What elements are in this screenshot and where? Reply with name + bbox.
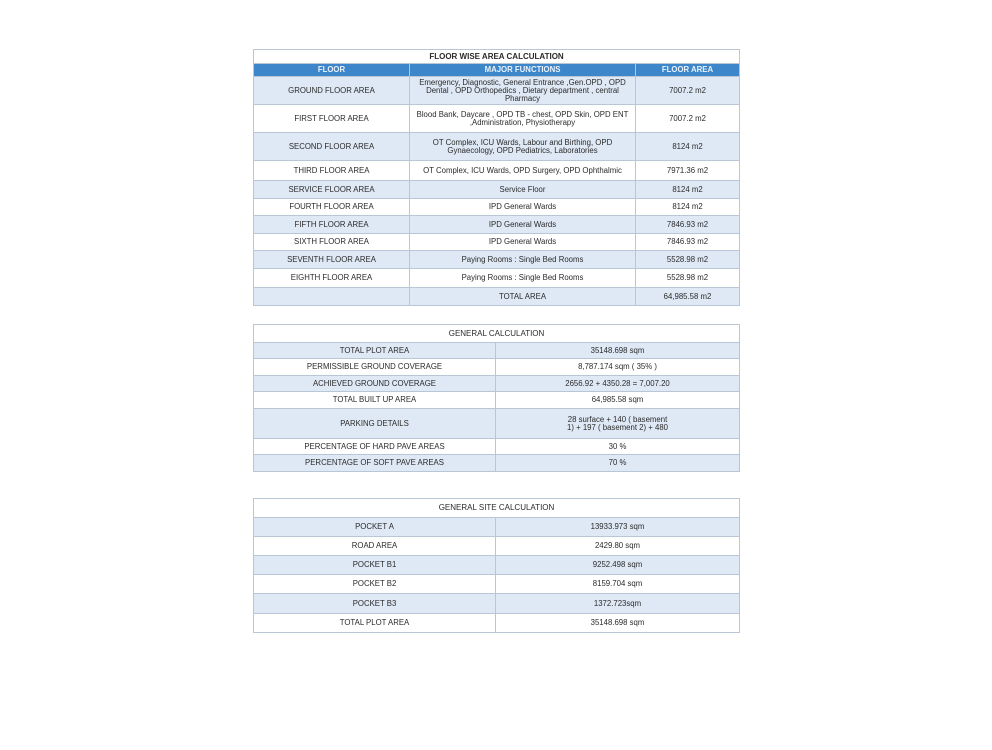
general-calculation-table [253,324,740,472]
col-header-major-functions: MAJOR FUNCTIONS [410,64,636,77]
floor-functions: Service Floor [410,181,636,199]
floor-area-table [253,49,740,306]
table-row [254,439,740,455]
floor-area-value: 8124 m2 [636,181,740,199]
row-value: 13933.973 sqm [496,518,740,537]
floor-name: EIGHTH FLOOR AREA [254,269,410,288]
row-label: PARKING DETAILS [254,409,496,439]
floor-functions: Blood Bank, Daycare , OPD TB - chest, OPD Skin, OPD ENT ,Administration, Physiotherapy [410,105,636,133]
floor-name: SIXTH FLOOR AREA [254,234,410,251]
general-site-calculation-table [253,498,740,633]
table-row [254,105,740,133]
floor-functions: Paying Rooms : Single Bed Rooms [410,251,636,269]
floor-functions: OT Complex, ICU Wards, OPD Surgery, OPD Ophthalmic [410,161,636,181]
row-label: PERCENTAGE OF HARD PAVE AREAS [254,439,496,455]
floor-area-value: 7971.36 m2 [636,161,740,181]
row-value: 30 % [496,439,740,455]
table-row [254,556,740,575]
floor-functions: OT Complex, ICU Wards, Labour and Birthing, OPD Gynaecology, OPD Pediatrics, Laboratories [410,133,636,161]
table-row [254,251,740,269]
floor-area-value: 8124 m2 [636,199,740,216]
total-row [254,288,740,306]
row-value: 8159.704 sqm [496,575,740,594]
row-label: POCKET B1 [254,556,496,575]
row-label: TOTAL PLOT AREA [254,614,496,633]
row-value: 28 surface + 140 ( basement 1) + 197 ( basement 2) + 480 [496,409,740,439]
table-row [254,234,740,251]
row-value: 2429.80 sqm [496,537,740,556]
row-label: POCKET B3 [254,594,496,614]
row-value: 70 % [496,455,740,472]
row-label: TOTAL BUILT UP AREA [254,392,496,409]
row-label: TOTAL PLOT AREA [254,343,496,359]
row-label: ACHIEVED GROUND COVERAGE [254,376,496,392]
table-row [254,199,740,216]
floor-name: SEVENTH FLOOR AREA [254,251,410,269]
row-value: 35148.698 sqm [496,614,740,633]
col-header-floor-area: FLOOR AREA [636,64,740,77]
table-row [254,269,740,288]
row-label: ROAD AREA [254,537,496,556]
floor-table-title: FLOOR WISE AREA CALCULATION [254,50,740,64]
table-row [254,161,740,181]
floor-functions: Paying Rooms : Single Bed Rooms [410,269,636,288]
table-row [254,181,740,199]
table-row [254,409,740,439]
floor-area-value: 5528.98 m2 [636,251,740,269]
table-row [254,575,740,594]
floor-name: SECOND FLOOR AREA [254,133,410,161]
table-row [254,343,740,359]
floor-name: FIFTH FLOOR AREA [254,216,410,234]
table-row [254,594,740,614]
table-row [254,614,740,633]
floor-name: SERVICE FLOOR AREA [254,181,410,199]
floor-area-value: 7846.93 m2 [636,216,740,234]
floor-functions: IPD General Wards [410,199,636,216]
table-row [254,455,740,472]
general-table-title: GENERAL CALCULATION [254,325,740,343]
row-value: 9252.498 sqm [496,556,740,575]
floor-area-value: 7007.2 m2 [636,105,740,133]
floor-name: FIRST FLOOR AREA [254,105,410,133]
row-value: 8,787.174 sqm ( 35% ) [496,359,740,376]
floor-area-value: 7846.93 m2 [636,234,740,251]
floor-functions: IPD General Wards [410,234,636,251]
table-row [254,77,740,105]
table-row [254,133,740,161]
total-area-value: 64,985.58 m2 [636,288,740,306]
floor-area-value: 8124 m2 [636,133,740,161]
total-area-label: TOTAL AREA [410,288,636,306]
row-value: 2656.92 + 4350.28 = 7,007.20 [496,376,740,392]
table-row [254,376,740,392]
row-label: PERMISSIBLE GROUND COVERAGE [254,359,496,376]
site-table-title: GENERAL SITE CALCULATION [254,499,740,518]
col-header-floor: FLOOR [254,64,410,77]
row-value: 35148.698 sqm [496,343,740,359]
floor-area-value: 5528.98 m2 [636,269,740,288]
row-label: POCKET A [254,518,496,537]
table-row [254,359,740,376]
row-label: POCKET B2 [254,575,496,594]
table-row [254,216,740,234]
row-label: PERCENTAGE OF SOFT PAVE AREAS [254,455,496,472]
table-row [254,518,740,537]
row-value: 64,985.58 sqm [496,392,740,409]
row-value: 1372.723sqm [496,594,740,614]
floor-name: GROUND FLOOR AREA [254,77,410,105]
floor-area-value: 7007.2 m2 [636,77,740,105]
floor-functions: IPD General Wards [410,216,636,234]
floor-name: FOURTH FLOOR AREA [254,199,410,216]
table-row [254,537,740,556]
floor-functions: Emergency, Diagnostic, General Entrance ,Gen.OPD , OPD Dental , OPD Orthopedics , Dietary department , central Pharmacy [410,77,636,105]
table-row [254,392,740,409]
floor-name: THIRD FLOOR AREA [254,161,410,181]
